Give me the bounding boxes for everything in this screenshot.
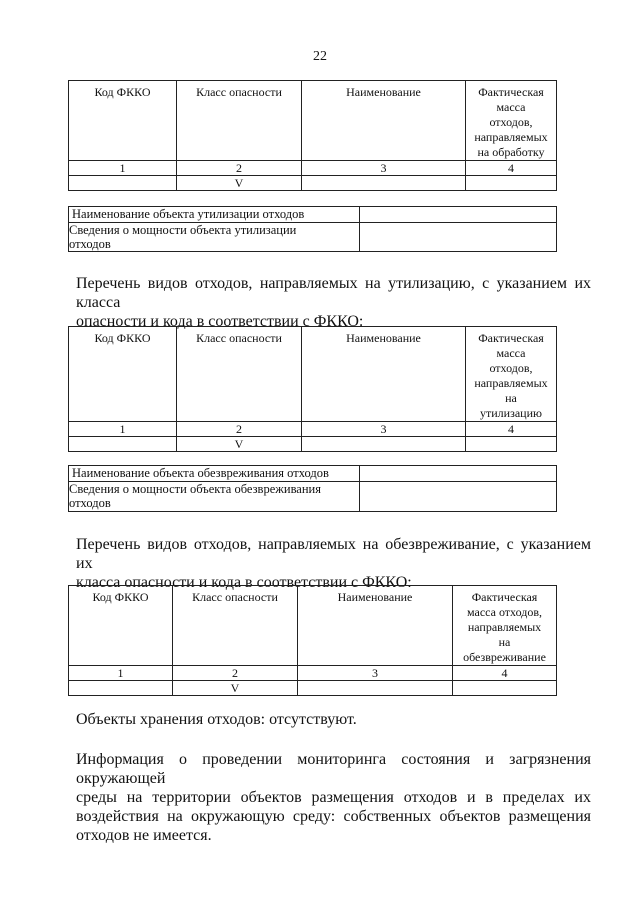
cell-code bbox=[69, 681, 173, 696]
neutralization-object-table bbox=[68, 465, 557, 512]
col-number-3: 3 bbox=[302, 422, 466, 437]
col-number-3: 3 bbox=[302, 161, 466, 176]
utilization-object-name-value bbox=[360, 207, 557, 223]
neutralization-object-name-value bbox=[360, 466, 557, 482]
page-number: 22 bbox=[313, 49, 327, 64]
monitoring-info-text: Информация о проведении мониторинга состояния и загрязнения окружающей среды на территории объектов размещения отходов и в пределах их воздействия на окружающую среду: собственных объектов размещения отходов не имеется. bbox=[76, 751, 591, 844]
header-mass: Фактическая масса отходов, направляемых на обработку bbox=[466, 81, 557, 161]
processing-waste-table bbox=[68, 80, 557, 191]
cell-hazard-class: V bbox=[173, 681, 298, 696]
cell-mass bbox=[466, 176, 557, 191]
col-number-2: 2 bbox=[177, 161, 302, 176]
cell-hazard-class: V bbox=[177, 437, 302, 452]
utilization-capacity-value bbox=[360, 223, 557, 252]
header-name: Наименование bbox=[298, 586, 453, 666]
cell-name bbox=[298, 681, 453, 696]
neutralization-capacity-value bbox=[360, 482, 557, 512]
header-mass: Фактическая масса отходов, направляемых на утилизацию bbox=[466, 327, 557, 422]
storage-objects-text: Объекты хранения отходов: отсутствуют. bbox=[76, 711, 357, 728]
header-name: Наименование bbox=[302, 327, 466, 422]
neutralization-list-intro: Перечень видов отходов, направляемых на обезвреживание, с указанием их класса опасности и кода в соответствии с ФККО: bbox=[76, 536, 591, 591]
col-number-1: 1 bbox=[69, 161, 177, 176]
col-number-3: 3 bbox=[298, 666, 453, 681]
header-code: Код ФККО bbox=[69, 586, 173, 666]
neutralization-waste-table bbox=[68, 585, 557, 696]
header-hazard-class: Класс опасности bbox=[177, 81, 302, 161]
col-number-4: 4 bbox=[466, 161, 557, 176]
header-hazard-class: Класс опасности bbox=[173, 586, 298, 666]
utilization-capacity-label: Сведения о мощности объекта утилизации отходов bbox=[69, 223, 360, 252]
header-hazard-class: Класс опасности bbox=[177, 327, 302, 422]
neutralization-capacity-label: Сведения о мощности объекта обезвреживания отходов bbox=[69, 482, 360, 512]
utilization-list-intro: Перечень видов отходов, направляемых на утилизацию, с указанием их класса опасности и кода в соответствии с ФККО: bbox=[76, 275, 591, 330]
header-code: Код ФККО bbox=[69, 327, 177, 422]
cell-mass bbox=[453, 681, 557, 696]
cell-hazard-class: V bbox=[177, 176, 302, 191]
cell-code bbox=[69, 437, 177, 452]
col-number-1: 1 bbox=[69, 422, 177, 437]
col-number-2: 2 bbox=[177, 422, 302, 437]
header-mass: Фактическая масса отходов, направляемых на обезвреживание bbox=[453, 586, 557, 666]
col-number-1: 1 bbox=[69, 666, 173, 681]
cell-name bbox=[302, 437, 466, 452]
col-number-4: 4 bbox=[466, 422, 557, 437]
col-number-2: 2 bbox=[173, 666, 298, 681]
cell-mass bbox=[466, 437, 557, 452]
header-name: Наименование bbox=[302, 81, 466, 161]
cell-name bbox=[302, 176, 466, 191]
utilization-waste-table bbox=[68, 326, 557, 452]
utilization-object-table bbox=[68, 206, 557, 252]
neutralization-object-name-label: Наименование объекта обезвреживания отходов bbox=[69, 466, 360, 482]
cell-code bbox=[69, 176, 177, 191]
header-code: Код ФККО bbox=[69, 81, 177, 161]
col-number-4: 4 bbox=[453, 666, 557, 681]
utilization-object-name-label: Наименование объекта утилизации отходов bbox=[69, 207, 360, 223]
